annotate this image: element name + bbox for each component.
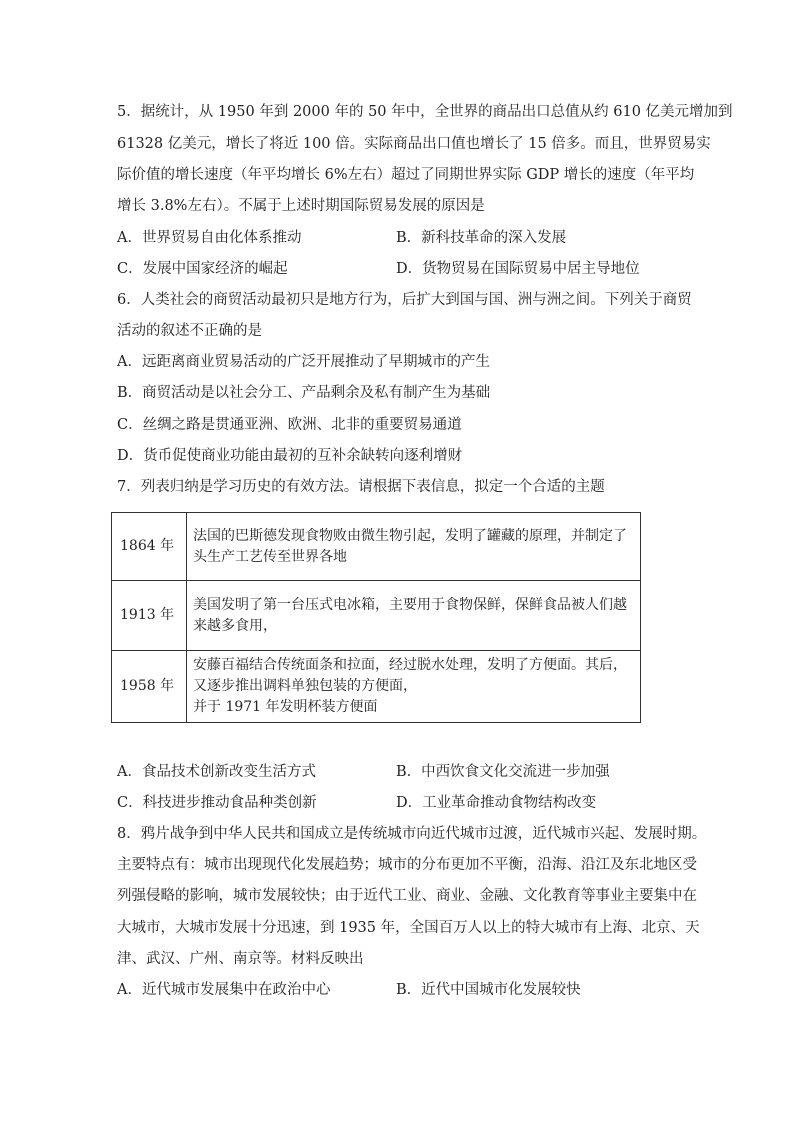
table-text-line: 法国的巴斯德发现食物败由微生物引起，发明了罐藏的原理，并制定了	[193, 527, 627, 544]
question-6-option-d: D．货币促使商业功能由最初的互补余缺转向逐利增财	[117, 448, 463, 464]
question-6-option-c: C．丝绸之路是贯通亚洲、欧洲、北非的重要贸易通道	[117, 417, 462, 433]
question-5-stem-line-2: 61328 亿美元，增长了将近 100 倍。实际商品出口值也增长了 15 倍多。而且，世界贸易实	[117, 136, 711, 152]
info-table	[111, 512, 641, 723]
question-8-stem-line-4: 大城市，大城市发展十分迅速，到 1935 年，全国百万人以上的特大城市有上海、北京、天	[117, 920, 700, 936]
question-8-stem-line-2: 主要特点有：城市出现现代化发展趋势；城市的分布更加不平衡，沿海、沿江及东北地区受	[117, 857, 697, 873]
question-8-stem-line-5: 津、武汉、广州、南京等。材料反映出	[117, 951, 364, 967]
table-row	[112, 513, 641, 581]
question-5-option-d: D．货物贸易在国际贸易中居主导地位	[396, 261, 640, 277]
table-year-cell: 1864 年	[112, 513, 187, 581]
table-text-line: 来越多食用，	[193, 617, 277, 634]
table-text-cell	[187, 651, 641, 723]
question-5-stem-line-4: 增长 3.8%左右）。不属于上述时期国际贸易发展的原因是	[117, 198, 485, 214]
question-5-stem-line-1: 5．据统计，从 1950 年到 2000 年的 50 年中，全世界的商品出口总值从约 610 亿美元增加到	[117, 104, 733, 120]
question-8-option-a: A．近代城市发展集中在政治中心	[117, 982, 331, 998]
table-year-cell: 1913 年	[112, 581, 187, 651]
table-text-line: 安藤百福结合传统面条和拉面，经过脱水处理，发明了方便面。其后，	[193, 657, 627, 673]
question-7-stem-line-1: 7．列表归纳是学习历史的有效方法。请根据下表信息，拟定一个合适的主题	[117, 479, 605, 495]
table-text-cell	[187, 581, 641, 651]
table-row	[112, 651, 641, 723]
question-7-option-a: A．食品技术创新改变生活方式	[117, 764, 316, 780]
question-5-option-a: A．世界贸易自由化体系推动	[117, 230, 302, 246]
question-7-option-c: C．科技进步推动食品种类创新	[117, 795, 317, 811]
question-7-option-b: B．中西饮食文化交流进一步加强	[396, 764, 610, 780]
table-text-line: 美国发明了第一台压式电冰箱，主要用于食物保鲜，保鲜食品被人们越	[193, 596, 627, 613]
table-text-line: 头生产工艺传至世界各地	[193, 548, 347, 565]
question-5-stem-line-3: 际价值的增长速度（年平均增长 6%左右）超过了同期世界实际 GDP 增长的速度（年平均	[117, 167, 695, 183]
question-5-option-b: B．新科技革命的深入发展	[396, 230, 567, 246]
table-text-line: 并于 1971 年发明杯装方便面	[193, 699, 378, 715]
question-7-option-d: D．工业革命推动食物结构改变	[396, 795, 597, 811]
table-year-cell: 1958 年	[112, 651, 187, 723]
question-8-stem-line-3: 列强侵略的影响，城市发展较快；由于近代工业、商业、金融、文化教育等事业主要集中在	[117, 888, 697, 904]
question-6-option-b: B．商贸活动是以社会分工、产品剩余及私有制产生为基础	[117, 385, 491, 401]
question-5-option-c: C．发展中国家经济的崛起	[117, 261, 288, 277]
table-row	[112, 581, 641, 651]
question-6-stem-line-1: 6．人类社会的商贸活动最初只是地方行为，后扩大到国与国、洲与洲之间。下列关于商贸	[117, 292, 692, 308]
question-6-stem-line-2: 活动的叙述不正确的是	[117, 323, 262, 339]
question-8-stem-line-1: 8．鸦片战争到中华人民共和国成立是传统城市向近代城市过渡，近代城市兴起、发展时期。	[117, 826, 707, 842]
table-text-line: 又逐步推出调料单独包装的方便面，	[193, 678, 417, 694]
table-text-cell	[187, 513, 641, 581]
question-8-option-b: B．近代中国城市化发展较快	[396, 982, 581, 998]
question-6-option-a: A．远距离商业贸易活动的广泛开展推动了早期城市的产生	[117, 354, 490, 370]
